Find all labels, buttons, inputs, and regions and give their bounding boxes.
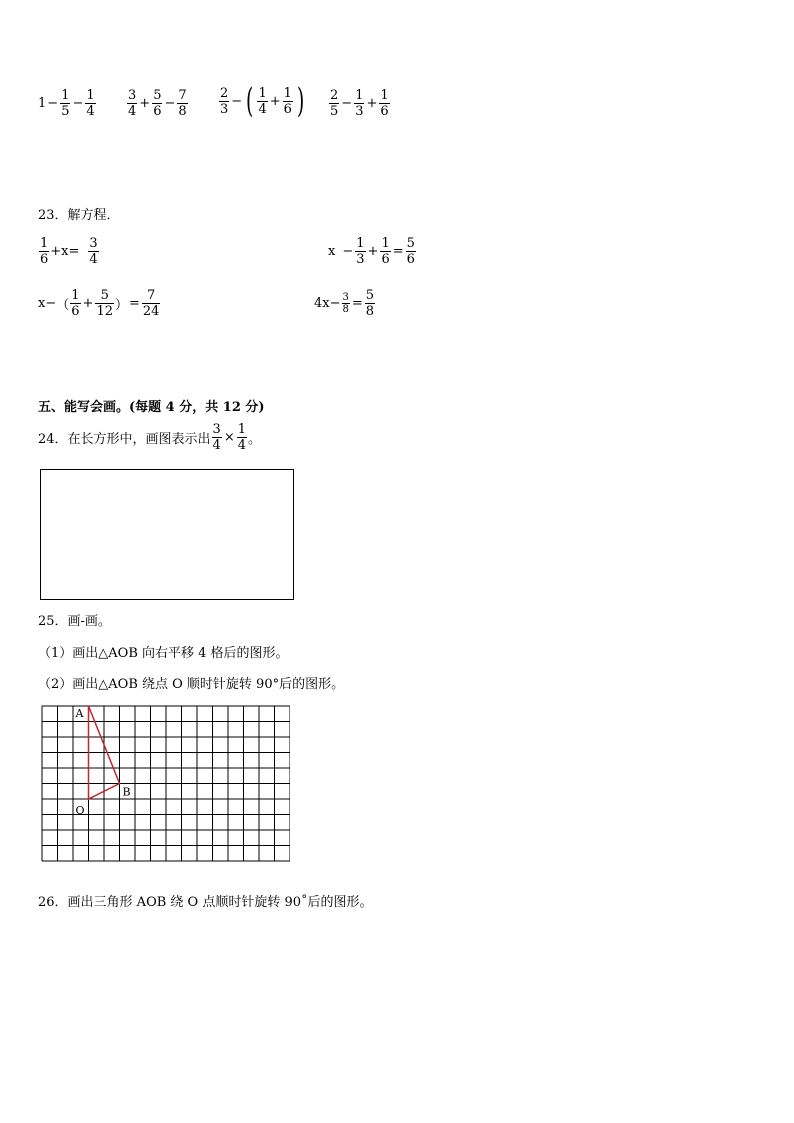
fraction: $\frac{1}{4}$ [237, 422, 247, 453]
right-paren: ) [296, 81, 305, 121]
expression-3 [218, 81, 307, 121]
grid-figure[interactable] [38, 703, 290, 883]
punctuation: 。 [248, 432, 262, 447]
drawing-rectangle[interactable] [40, 469, 294, 600]
fraction: $\frac{1}{6}$ [283, 85, 292, 117]
point-label-b: B [122, 785, 131, 799]
fraction: $\frac{5}{6}$ [406, 236, 415, 267]
question-25-part-2: （2）画出△AOB 绕点 O 顺时针旋转 90°后的图形。 [38, 677, 345, 692]
fraction: $\frac{1}{6}$ [71, 288, 80, 319]
question-24-text: 24．在长方形中，画图表示出 [38, 432, 211, 447]
question-24 [38, 422, 261, 453]
grid-lines [42, 706, 290, 861]
equals-sign: = [392, 244, 404, 259]
section-5-title: 五、能写会画。(每题 4 分，共 12 分) [38, 400, 265, 415]
fraction: $\frac{1}{4}$ [258, 85, 267, 117]
left-paren: ( [246, 81, 254, 121]
question-23-title: 23．解方程． [38, 208, 120, 223]
operator: × [223, 430, 235, 445]
fraction: $\frac{5}{6}$ [153, 88, 162, 119]
operator: + [366, 96, 378, 111]
expr-term: 1 [38, 96, 47, 111]
fraction: $\frac{1}{3}$ [355, 88, 364, 119]
fraction: $\frac{1}{4}$ [86, 88, 95, 119]
operator: − [342, 244, 354, 259]
equation-lead: 4x− [314, 296, 341, 311]
equation-lead: x− [38, 296, 57, 311]
operator: − [231, 93, 243, 109]
operator: − [72, 96, 84, 111]
fraction: $\frac{7}{24}$ [142, 288, 160, 319]
question-25-title: 25．画-画。 [38, 614, 111, 629]
equation-3 [38, 288, 161, 319]
fraction: $\frac{2}{5}$ [330, 88, 339, 119]
fraction: $\frac{5}{8}$ [365, 288, 375, 319]
fraction: $\frac{3}{4}$ [89, 236, 98, 267]
point-label-o: O [75, 804, 85, 817]
operator: − [164, 96, 176, 111]
fraction: $\frac{3}{8}$ [342, 292, 349, 315]
equation-1 [38, 236, 100, 267]
right-paren: ） [114, 298, 128, 313]
equation-2 [328, 236, 417, 267]
expression-2 [126, 88, 189, 119]
expression-4 [328, 88, 391, 119]
equation-middle: +x= [50, 244, 80, 259]
operator: + [82, 296, 94, 311]
operator: − [341, 96, 353, 111]
equals-sign: = [129, 296, 140, 311]
fraction: $\frac{3}{4}$ [128, 88, 137, 119]
question-25-part-1: （1）画出△AOB 向右平移 4 格后的图形。 [38, 646, 289, 661]
equation-4 [314, 288, 376, 319]
point-label-a: A [75, 707, 84, 720]
fraction: $\frac{3}{4}$ [212, 422, 221, 453]
fraction: $\frac{1}{6}$ [380, 88, 389, 119]
left-paren: （ [56, 298, 70, 313]
fraction: $\frac{7}{8}$ [178, 88, 187, 119]
question-26-title: 26．画出三角形 AOB 绕 O 点顺时针旋转 90˚后的图形。 [38, 895, 373, 910]
operator: + [367, 244, 379, 259]
fraction: $\frac{1}{6}$ [40, 236, 49, 267]
expression-1 [38, 88, 97, 119]
operator: − [47, 96, 59, 111]
operator: + [269, 93, 281, 109]
fraction: $\frac{1}{5}$ [61, 88, 70, 119]
fraction: $\frac{5}{12}$ [96, 288, 113, 319]
fraction: $\frac{1}{3}$ [356, 236, 365, 267]
equals-sign: = [351, 296, 363, 311]
fraction: $\frac{2}{3}$ [220, 85, 229, 117]
fraction: $\frac{1}{6}$ [381, 236, 390, 267]
variable: x [328, 244, 336, 259]
operator: + [139, 96, 151, 111]
